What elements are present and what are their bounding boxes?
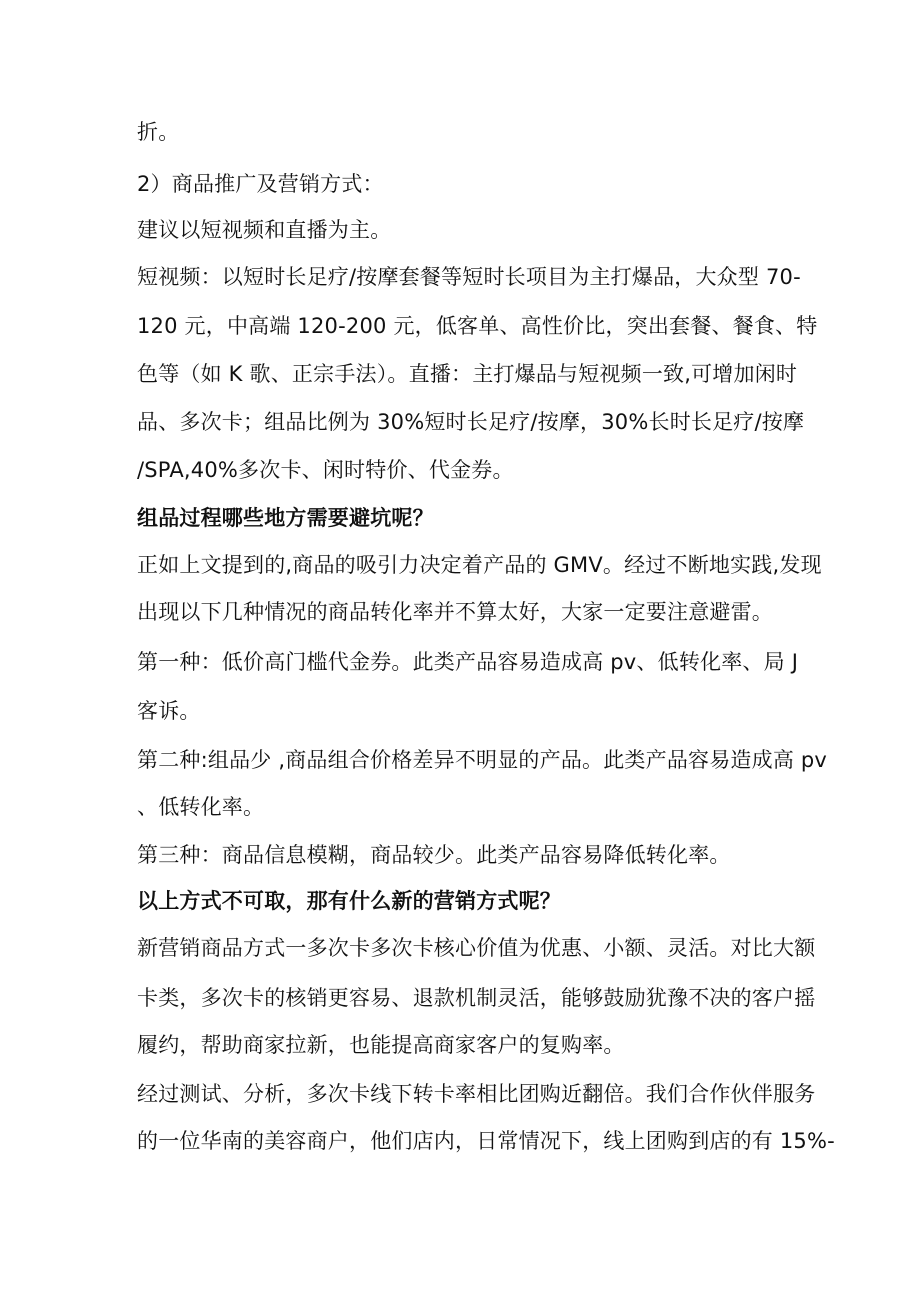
text-line-13: 客诉。 xyxy=(137,699,201,723)
text-line-11: 出现以下几种情况的商品转化率并不算太好，大家一定要注意避雷。 xyxy=(137,600,773,624)
text-line-21: 经过测试、分析，多次卡线下转卡率相比团购近翻倍。我们合作伙伴服务 xyxy=(137,1082,816,1106)
text-line-20: 履约，帮助商家拉新，也能提高商家客户的复购率。 xyxy=(137,1033,625,1057)
text-line-07: 品、多次卡；组品比例为 30%短时长足疗/按摩，30%长时长足疗/按摩 xyxy=(137,410,805,434)
text-line-19: 卡类，多次卡的核销更容易、退款机制灵活，能够鼓励犹豫不决的客户摇 xyxy=(137,986,816,1010)
section-heading-promotion: 2）商品推广及营销方式： xyxy=(137,172,384,196)
text-line-08: /SPA,40%多次卡、闲时特价、代金券。 xyxy=(137,458,514,482)
text-line-04: 短视频：以短时长足疗/按摩套餐等短时长项目为主打爆品，大众型 70- xyxy=(137,265,801,289)
text-line-10: 正如上文提到的,商品的吸引力决定着产品的 GMV。经过不断地实践,发现 xyxy=(137,553,822,577)
text-line-05: 120 元，中高端 120-200 元，低客单、高性价比，突出套餐、餐食、特 xyxy=(137,314,818,338)
text-line-06: 色等（如 K 歌、正宗手法）。直播：主打爆品与短视频一致,可增加闲时 xyxy=(137,362,798,386)
text-line-01: 折。 xyxy=(137,120,180,144)
text-line-18: 新营销商品方式一多次卡多次卡核心价值为优惠、小额、灵活。对比大额 xyxy=(137,936,816,960)
heading-avoid-pitfalls: 组品过程哪些地方需要避坑呢？ xyxy=(137,506,434,530)
text-line-22: 的一位华南的美容商户，他们店内，日常情况下，线上团购到店的有 15%- xyxy=(137,1129,835,1153)
heading-new-marketing: 以上方式不可取，那有什么新的营销方式呢？ xyxy=(137,889,561,913)
text-line-16: 第三种：商品信息模糊，商品较少。此类产品容易降低转化率。 xyxy=(137,843,731,867)
text-line-14: 第二种:组品少 ,商品组合价格差异不明显的产品。此类产品容易造成高 pv xyxy=(137,748,828,772)
text-line-03: 建议以短视频和直播为主。 xyxy=(137,218,392,242)
text-line-12: 第一种：低价高门槛代金券。此类产品容易造成高 pv、低转化率、局 J xyxy=(137,650,799,674)
text-line-15: 、低转化率。 xyxy=(137,795,265,819)
